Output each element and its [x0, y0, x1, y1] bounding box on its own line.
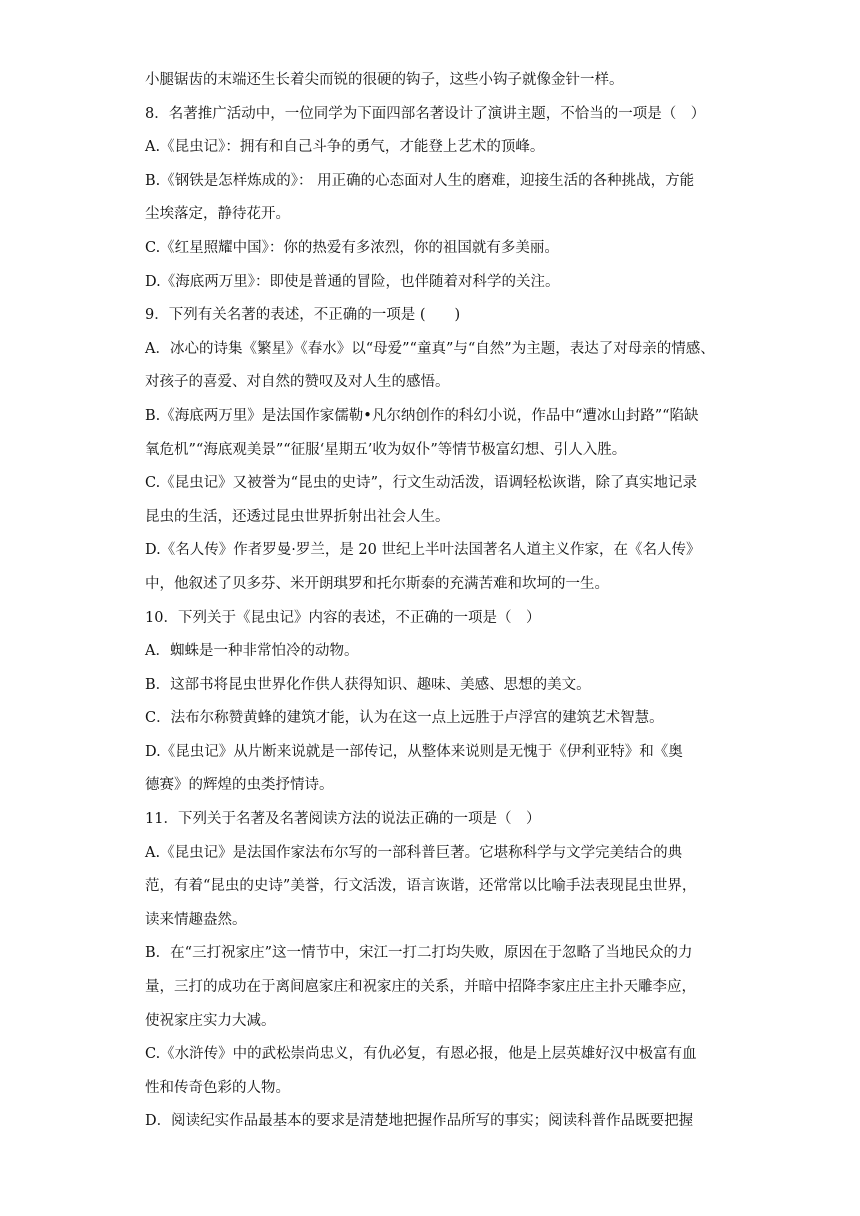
question-11-option-a-cont: 读来情趣盎然。 — [145, 911, 247, 928]
question-9-option-c-cont: 昆虫的生活，还透过昆虫世界折射出社会人生。 — [145, 508, 450, 525]
question-10-option-d: D.《昆虫记》从片断来说就是一部传记，从整体来说则是无愧于《伊利亚特》和《奥 — [145, 743, 683, 760]
document-page — [145, 64, 717, 1139]
question-11-option-d: D．阅读纪实作品最基本的要求是清楚地把握作品所写的事实；阅读科普作品既要把握 — [145, 1113, 694, 1130]
question-11-option-b: B．在“三打祝家庄”这一情节中，宋江一打二打均失败，原因在于忽略了当地民众的力 — [145, 945, 693, 962]
question-9-option-a: A．冰心的诗集《繁星》《春水》以“母爱”“童真”与“自然”为主题，表达了对母亲的情感、 — [145, 340, 715, 357]
question-10-option-a: A．蜘蛛是一种非常怕冷的动物。 — [145, 643, 359, 660]
question-9-option-d-cont: 中，他叙述了贝多芬、米开朗琪罗和托尔斯泰的充满苦难和坎坷的一生。 — [145, 575, 609, 592]
question-8-stem: 8．名著推广活动中，一位同学为下面四部名著设计了演讲主题，不恰当的一项是（ ） — [145, 105, 706, 122]
question-10-stem: 10．下列关于《昆虫记》内容的表述，不正确的一项是（ ） — [145, 609, 541, 626]
question-9-stem: 9．下列有关名著的表述，不正确的一项是 ( ) — [145, 307, 461, 324]
question-11-stem: 11．下列关于名著及名著阅读方法的说法正确的一项是（ ） — [145, 811, 541, 828]
question-9-option-a-cont: 对孩子的喜爱、对自然的赞叹及对人生的感悟。 — [145, 374, 450, 391]
question-11-option-a: A.《昆虫记》是法国作家法布尔写的一部科普巨著。它堪称科学与文学完美结合的典 — [145, 844, 683, 861]
question-8-option-d: D.《海底两万里》：即使是普通的冒险，也伴随着对科学的关注。 — [145, 273, 560, 290]
text-line: 小腿锯齿的末端还生长着尖而锐的很硬的钩子，这些小钩子就像金针一样。 — [145, 72, 624, 88]
question-8-option-b: B.《钢铁是怎样炼成的》： 用正确的心态面对人生的磨难，迎接生活的各种挑战，方能 — [145, 172, 695, 189]
question-8-option-b-cont: 尘埃落定，静待花开。 — [145, 206, 290, 223]
question-11-option-a-cont: 范，有着“昆虫的史诗”美誉，行文活泼，语言诙谐，还常常以比喻手法表现昆虫世界， — [145, 878, 697, 895]
question-10-option-d-cont: 德赛》的辉煌的虫类抒情诗。 — [145, 777, 334, 794]
question-9-option-c: C.《昆虫记》又被誉为“昆虫的史诗”，行文生动活泼，语调轻松诙谐，除了真实地记录 — [145, 475, 698, 492]
question-8-option-a: A.《昆虫记》：拥有和自己斗争的勇气，才能登上艺术的顶峰。 — [145, 139, 545, 156]
question-9-option-b: B.《海底两万里》是法国作家儒勒•凡尔纳创作的科幻小说，作品中“遭冰山封路”“陷缺 — [145, 407, 699, 424]
question-9-option-d: D.《名人传》作者罗曼·罗兰，是 20 世纪上半叶法国著名人道主义作家，在《名人传》 — [145, 542, 701, 559]
question-11-option-b-cont: 量，三打的成功在于离间扈家庄和祝家庄的关系，并暗中招降李家庄庄主扑天雕李应， — [145, 979, 696, 996]
question-11-option-b-cont: 使祝家庄实力大减。 — [145, 1012, 276, 1029]
question-10-option-b: B．这部书将昆虫世界化作供人获得知识、趣味、美感、思想的美文。 — [145, 676, 591, 693]
question-10-option-c: C．法布尔称赞黄蜂的建筑才能，认为在这一点上远胜于卢浮宫的建筑艺术智慧。 — [145, 710, 664, 727]
question-8-option-c: C.《红星照耀中国》：你的热爱有多浓烈，你的祖国就有多美丽。 — [145, 239, 559, 256]
question-11-option-c-cont: 性和传奇色彩的人物。 — [145, 1079, 290, 1096]
question-11-option-c: C.《水浒传》中的武松崇尚忠义，有仇必复，有恩必报，他是上层英雄好汉中极富有血 — [145, 1046, 697, 1063]
question-9-option-b-cont: 氧危机”“海底观美景”“征服‘星期五’收为奴仆”等情节极富幻想、引人入胜。 — [145, 441, 627, 458]
